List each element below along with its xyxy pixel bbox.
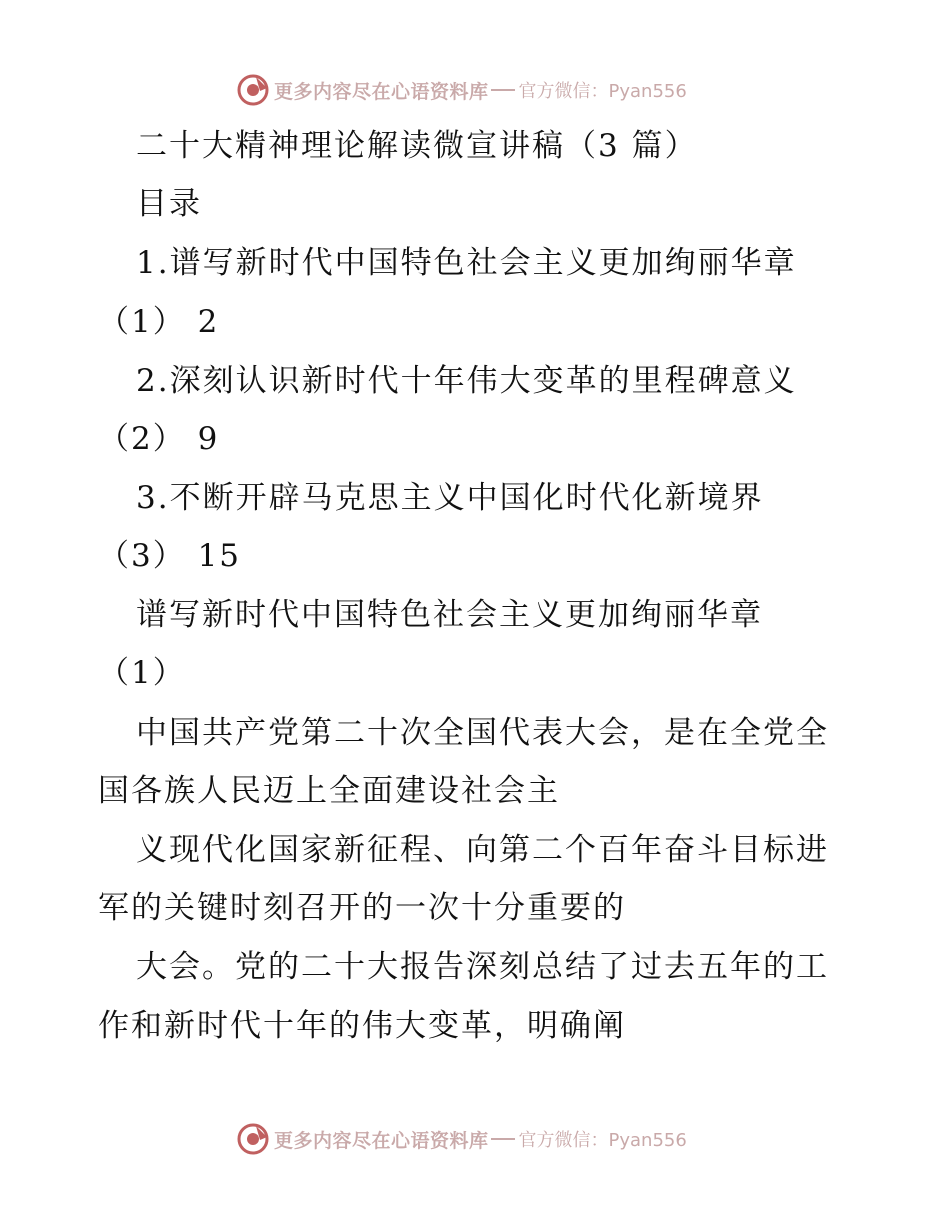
watermark-dash bbox=[491, 1138, 515, 1140]
logo-icon bbox=[236, 73, 270, 107]
toc-heading: 目录 bbox=[136, 186, 202, 222]
paragraph-line: 义现代化国家新征程、向第二个百年奋斗目标进 bbox=[136, 832, 829, 868]
watermark-header bbox=[236, 73, 687, 107]
logo-icon bbox=[236, 1122, 270, 1156]
paragraph-line: 作和新时代十年的伟大变革，明确阐 bbox=[98, 1008, 626, 1044]
watermark-text: 更多内容尽在心语资料库 bbox=[274, 1129, 489, 1152]
watermark-footer bbox=[236, 1122, 687, 1156]
toc-item-title: 3.不断开辟马克思主义中国化时代化新境界 bbox=[136, 480, 764, 516]
paragraph-line: 大会。党的二十大报告深刻总结了过去五年的工 bbox=[136, 949, 829, 985]
section-heading: 谱写新时代中国特色社会主义更加绚丽华章 bbox=[136, 597, 763, 633]
toc-item-page-ref: （3） 15 bbox=[98, 538, 242, 574]
watermark-contact: 官方微信：Pyan556 bbox=[518, 1130, 687, 1151]
document-title: 二十大精神理论解读微宣讲稿（3 篇） bbox=[136, 128, 698, 164]
watermark-text: 更多内容尽在心语资料库 bbox=[274, 80, 489, 103]
toc-item-page-ref: （1） 2 bbox=[98, 304, 220, 340]
section-number: （1） bbox=[98, 655, 186, 691]
paragraph-line: 国各族人民迈上全面建设社会主 bbox=[98, 773, 560, 809]
toc-item-page-ref: （2） 9 bbox=[98, 421, 220, 457]
watermark-contact: 官方微信：Pyan556 bbox=[518, 81, 687, 102]
toc-item-title: 1.谱写新时代中国特色社会主义更加绚丽华章 bbox=[136, 245, 797, 281]
paragraph-line: 军的关键时刻召开的一次十分重要的 bbox=[98, 890, 626, 926]
watermark-dash bbox=[491, 89, 515, 91]
toc-item-title: 2.深刻认识新时代十年伟大变革的里程碑意义 bbox=[136, 363, 797, 399]
paragraph-line: 中国共产党第二十次全国代表大会，是在全党全 bbox=[136, 715, 829, 751]
